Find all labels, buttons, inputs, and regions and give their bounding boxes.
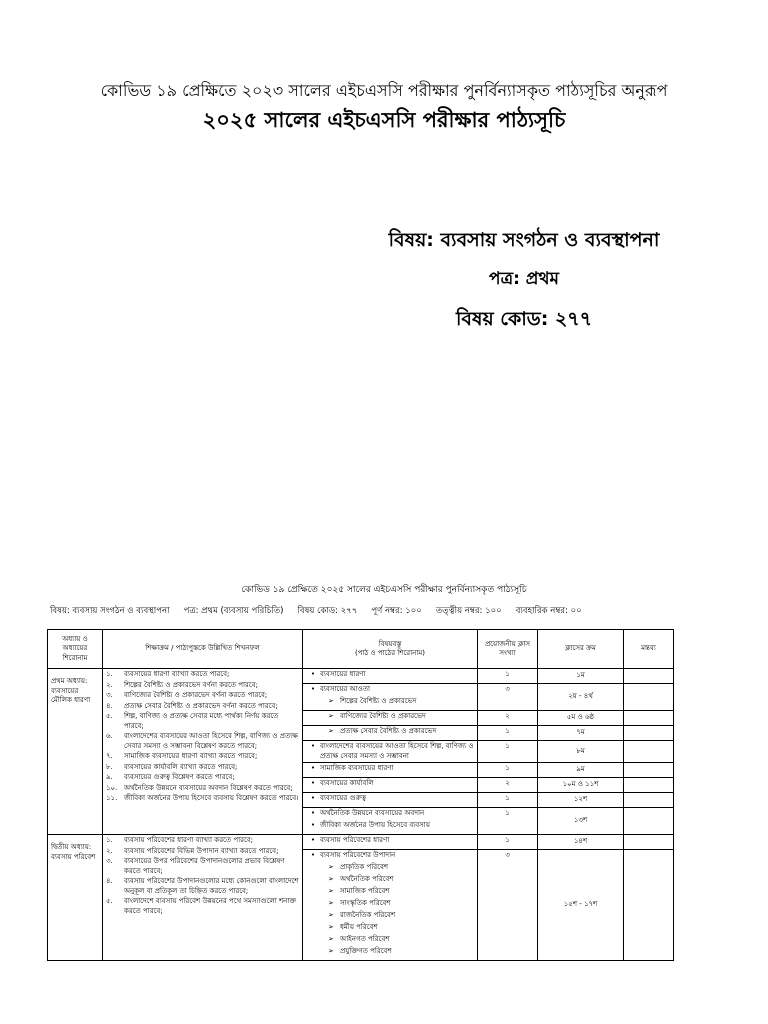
bullet-icon: •	[310, 742, 316, 750]
arrow-bullet-icon: ➢	[328, 712, 334, 720]
subitem-text: প্রযুক্তিগত পরিবেশ	[340, 947, 392, 955]
subitem-text: বাণিজ্যের বৈশিষ্ট্য ও প্রকারভেদ	[340, 712, 426, 720]
remarks-cell	[624, 763, 674, 778]
cover-title: ২০২৫ সালের এইচএসসি পরীক্ষার পাঠ্যসূচি	[202, 108, 566, 132]
chapter-name: প্রথম অধ্যায়: ব্যবসায়ের মৌলিক ধারণা	[48, 669, 103, 835]
arrow-bullet-icon: ➢	[328, 887, 334, 895]
remarks-cell	[624, 808, 674, 835]
content-cell	[303, 726, 478, 741]
outcome-text: শিল্প, বাণিজ্য ও প্রত্যক্ষ সেবার মধ্যে পার্থক্য নির্ণয় করতে পারবে;	[124, 712, 279, 730]
remarks-cell	[624, 835, 674, 850]
subitem-text: প্রাকৃতিক পরিবেশ	[340, 863, 388, 871]
content-subitem	[306, 712, 474, 724]
content-text: ব্যবসায়ের আওতা	[320, 685, 371, 693]
outcome-text: বাণিজ্যের বৈশিষ্ট্য ও প্রকারভেদ বর্ণনা করতে পারবে;	[124, 691, 268, 699]
arrow-bullet-icon: ➢	[328, 947, 334, 955]
arrow-bullet-icon: ➢	[328, 923, 334, 931]
content-item	[306, 851, 474, 863]
content-item	[306, 670, 474, 682]
outcome-item	[106, 752, 299, 762]
outcome-number: ২.	[106, 846, 113, 855]
outcome-item	[106, 794, 299, 804]
content-item	[306, 794, 474, 806]
outcome-number: ৫.	[106, 897, 113, 905]
class-order: ৯ম	[538, 763, 624, 778]
outcome-item	[106, 670, 299, 680]
class-count: ১	[478, 793, 538, 808]
content-item	[306, 821, 474, 833]
bullet-icon: •	[310, 670, 316, 678]
outcome-text: সামাজিক ব্যবসায়ের ধারণা ব্যাখ্যা করতে পারবে;	[124, 752, 258, 760]
outcome-item	[106, 773, 299, 783]
outcome-number: ১.	[106, 836, 113, 844]
class-count: ১	[478, 835, 538, 850]
content-subitem	[306, 863, 474, 875]
cover-subject: বিষয়: ব্যবসায় সংগঠন ও ব্যবস্থাপনা	[388, 229, 660, 251]
outcome-item	[106, 847, 299, 857]
content-cell	[303, 669, 478, 684]
content-subitem	[306, 899, 474, 911]
class-count: ১	[478, 763, 538, 778]
class-count: ২	[478, 711, 538, 726]
chapter-name: দ্বিতীয় অধ্যায়: ব্যবসায় পরিবেশ	[48, 835, 103, 961]
outcome-number: ৯.	[106, 773, 113, 781]
content-item	[306, 779, 474, 791]
class-order: ১৪শ	[538, 835, 624, 850]
syllabus-info-row	[50, 604, 750, 618]
arrow-bullet-icon: ➢	[328, 911, 334, 919]
arrow-bullet-icon: ➢	[328, 727, 334, 735]
bullet-icon: •	[310, 794, 316, 802]
content-subitem	[306, 911, 474, 923]
class-count: ১	[478, 808, 538, 835]
outcome-number: ৭.	[106, 752, 113, 760]
outcome-item	[106, 732, 299, 751]
outcome-text: ব্যবসায় পরিবেশের উপাদানগুলোর মধ্যে কোনগুলো বাংলাদেশে অনুকূল বা প্রতিকূল তা চিহ্নিত করতে পারবে;	[124, 877, 299, 895]
outcome-text: বাংলাদেশে ব্যবসায় পরিবেশ উন্নয়নের পথে সমস্যাগুলো শনাক্ত করতে পারবে;	[124, 897, 297, 915]
header-content	[303, 630, 478, 669]
content-text: ব্যবসায়ের কার্যাবলি	[320, 779, 374, 787]
content-text: ব্যবসায় পরিবেশের উপাদান	[320, 851, 396, 859]
table-row	[48, 669, 674, 684]
outcome-number: ৩.	[106, 691, 113, 699]
header-content-sublabel: (পাঠ ও পাঠের শিরোনাম)	[355, 649, 425, 657]
content-item	[306, 764, 474, 776]
content-subitem	[306, 875, 474, 887]
class-count: ১	[478, 741, 538, 763]
header-remarks: মন্তব্য	[624, 630, 674, 669]
header-content-label: বিষয়বস্তু	[378, 639, 402, 648]
class-count: ৩	[478, 850, 538, 961]
outcome-number: ৮.	[106, 762, 113, 771]
subitem-text: সাংস্কৃতিক পরিবেশ	[340, 899, 391, 907]
content-cell	[303, 778, 478, 793]
class-order: ৮ম	[538, 741, 624, 763]
bullet-icon: •	[310, 685, 316, 693]
learning-outcomes	[103, 835, 303, 961]
arrow-bullet-icon: ➢	[328, 935, 334, 943]
content-text: ব্যবসায় পরিবেশের ধারণা	[320, 836, 390, 844]
subitem-text: ধর্মীয় পরিবেশ	[340, 923, 378, 931]
info-theory-marks: তত্ত্বীয় নম্বর: ১০০	[435, 606, 502, 616]
class-count: ২	[478, 778, 538, 793]
header-order: ক্লাসের ক্রম	[538, 630, 624, 669]
bullet-icon: •	[310, 836, 316, 844]
outcome-item	[106, 763, 299, 773]
outcome-text: ব্যবসায়ের উপর পরিবেশের উপাদানগুলোর প্রভাব বিশ্লেষণ করতে পারবে;	[124, 857, 285, 875]
cover-subtitle: কোভিড ১৯ প্রেক্ষিতে ২০২৩ সালের এইচএসসি পরীক্ষার পুনর্বিন্যাসকৃত পাঠ্যসূচির অনুরূপ	[100, 81, 668, 100]
outcome-number: ৫.	[106, 712, 113, 720]
header-chapter: অধ্যায় ও অধ্যায়ের শিরোনাম	[48, 630, 103, 669]
outcome-number: ১০.	[106, 783, 118, 792]
content-cell	[303, 808, 478, 835]
subitem-text: শিল্পের বৈশিষ্ট্য ও প্রকারভেদ	[340, 697, 417, 705]
remarks-cell	[624, 793, 674, 808]
outcome-text: ব্যবসায় পরিবেশের ধারণা ব্যাখ্যা করতে পারবে;	[124, 836, 254, 844]
subitem-text: রাজনৈতিক পরিবেশ	[340, 911, 396, 919]
outcome-text: অর্থনৈতিক উন্নয়নে ব্যবসায়ের অবদান বিশ্লেষণ করতে পারবে;	[124, 783, 293, 792]
outcome-number: ৪.	[106, 877, 113, 885]
content-item	[306, 809, 474, 821]
header-classes: প্রয়োজনীয় ক্লাস সংখ্যা	[478, 630, 538, 669]
content-cell	[303, 793, 478, 808]
arrow-bullet-icon: ➢	[328, 875, 334, 883]
remarks-cell	[624, 850, 674, 961]
subitem-text: আইনগত পরিবেশ	[340, 935, 390, 943]
content-item	[306, 685, 474, 697]
content-subitem	[306, 697, 474, 709]
bullet-icon: •	[310, 851, 316, 859]
info-practical-marks: ব্যবহারিক নম্বর: ০০	[515, 606, 582, 616]
outcome-item	[106, 702, 299, 712]
remarks-cell	[624, 778, 674, 793]
outcome-item	[106, 857, 299, 876]
bullet-icon: •	[310, 764, 316, 772]
content-text: ব্যবসায়ের ধারণা	[320, 670, 366, 678]
bullet-icon: •	[310, 779, 316, 787]
outcome-item	[106, 877, 299, 896]
content-subitem	[306, 923, 474, 935]
subitem-text: অর্থনৈতিক পরিবেশ	[340, 875, 394, 883]
subitem-text: প্রত্যক্ষ সেবার বৈশিষ্ট্য ও প্রকারভেদ	[340, 727, 437, 735]
class-order: ২য় - ৪র্থ	[538, 684, 624, 711]
remarks-cell	[624, 726, 674, 741]
class-count: ৩	[478, 684, 538, 711]
syllabus-table-body	[48, 669, 674, 961]
outcome-text: ব্যবসায়ের গুরুত্ব বিশ্লেষণ করতে পারবে;	[124, 773, 235, 781]
class-order: ১০ম ও ১১শ	[538, 778, 624, 793]
outcome-text: ব্যবসায়ের ধারণা ব্যাখ্যা করতে পারবে;	[124, 670, 230, 678]
class-count: ১	[478, 726, 538, 741]
remarks-cell	[624, 741, 674, 763]
outcome-item	[106, 681, 299, 691]
remarks-cell	[624, 711, 674, 726]
remarks-cell	[624, 684, 674, 711]
outcome-number: ৩.	[106, 857, 113, 865]
outcome-item	[106, 897, 299, 916]
learning-outcomes	[103, 669, 303, 835]
content-text: জীবিকা অর্জনের উপায় হিসেবে ব্যবসায়	[320, 821, 430, 829]
syllabus-title: কোভিড ১৯ প্রেক্ষিতে ২০২৫ সালের এইচএসসি পরীক্ষার পুনর্বিন্যাসকৃত পাঠ্যসূচি	[241, 585, 527, 595]
class-count: ১	[478, 669, 538, 684]
content-text: সামাজিক ব্যবসায়ের ধারণা	[320, 764, 394, 772]
outcome-item	[106, 784, 299, 794]
class-order: ৭ম	[538, 726, 624, 741]
content-text: ব্যবসায়ের গুরুত্ব	[320, 794, 367, 802]
class-order: ১ম	[538, 669, 624, 684]
info-paper: পত্র: প্রথম (ব্যবসায় পরিচিতি)	[183, 606, 284, 616]
content-subitem	[306, 887, 474, 899]
outcome-number: ২.	[106, 680, 113, 689]
bullet-icon: •	[310, 821, 316, 829]
outcome-number: ৬.	[106, 732, 113, 740]
class-order: ৫ম ও ৬ষ্ঠ	[538, 711, 624, 726]
arrow-bullet-icon: ➢	[328, 697, 334, 705]
outcome-text: প্রত্যক্ষ সেবার বৈশিষ্ট্য ও প্রকারভেদ বর্ণনা করতে পারবে;	[124, 701, 278, 710]
content-cell	[303, 850, 478, 961]
cover-subject-code: বিষয় কোড: ২৭৭	[455, 308, 593, 330]
table-row	[48, 835, 674, 850]
content-subitem	[306, 727, 474, 739]
content-cell	[303, 763, 478, 778]
outcome-text: ব্যবসায়ের কার্যাবলি ব্যাখ্যা করতে পারবে;	[124, 762, 238, 771]
outcome-text: ব্যবসায় পরিবেশের বিভিন্ন উপাদান ব্যাখ্যা করতে পারবে;	[124, 846, 279, 855]
arrow-bullet-icon: ➢	[328, 899, 334, 907]
class-order: ১৩শ	[538, 808, 624, 835]
content-cell	[303, 684, 478, 711]
info-full-marks: পূর্ণ নম্বর: ১০০	[371, 606, 422, 616]
content-text: বাংলাদেশের ব্যবসায়ের আওতা হিসেবে শিল্প, বাণিজ্য ও প্রত্যক্ষ সেবার সমস্যা ও সম্ভাবনা	[320, 742, 474, 760]
outcome-text: বাংলাদেশের ব্যবসায়ের আওতা হিসেবে শিল্প, বাণিজ্য ও প্রত্যক্ষ সেবার সমস্যা ও সম্ভাবনা বিশ্লেষণ করতে পারবে;	[124, 732, 298, 750]
content-subitem	[306, 947, 474, 959]
outcome-item	[106, 712, 299, 731]
class-order: ১৫শ - ১৭শ	[538, 850, 624, 961]
remarks-cell	[624, 669, 674, 684]
outcome-number: ১.	[106, 670, 113, 678]
content-cell	[303, 741, 478, 763]
syllabus-table	[47, 629, 674, 961]
outcome-number: ৪.	[106, 701, 113, 710]
info-code: বিষয় কোড: ২৭৭	[297, 606, 358, 616]
table-header-row	[48, 630, 674, 669]
content-text: অর্থনৈতিক উন্নয়নে ব্যবসায়ের অবদান	[320, 809, 425, 817]
subitem-text: সামাজিক পরিবেশ	[340, 887, 390, 895]
outcome-text: শিল্পের বৈশিষ্ট্য ও প্রকারভেদ বর্ণনা করতে পারবে;	[124, 680, 258, 689]
outcome-number: ১১.	[106, 794, 118, 802]
class-order: ১২শ	[538, 793, 624, 808]
content-subitem	[306, 935, 474, 947]
outcome-item	[106, 836, 299, 846]
content-item	[306, 836, 474, 848]
arrow-bullet-icon: ➢	[328, 863, 334, 871]
header-outcomes: শিক্ষাক্রম / পাঠ্যপুস্তকে উল্লিখিত শিখনফল	[103, 630, 303, 669]
info-subject: বিষয়: ব্যবসায় সংগঠন ও ব্যবস্থাপনা	[50, 606, 170, 616]
content-cell	[303, 835, 478, 850]
cover-paper: পত্র: প্রথম	[489, 269, 559, 289]
outcome-item	[106, 691, 299, 701]
content-cell	[303, 711, 478, 726]
outcome-text: জীবিকা অর্জনের উপায় হিসেবে ব্যবসায় বিশ্লেষণ করতে পারবে।	[124, 794, 299, 802]
content-item	[306, 742, 474, 761]
bullet-icon: •	[310, 809, 316, 817]
